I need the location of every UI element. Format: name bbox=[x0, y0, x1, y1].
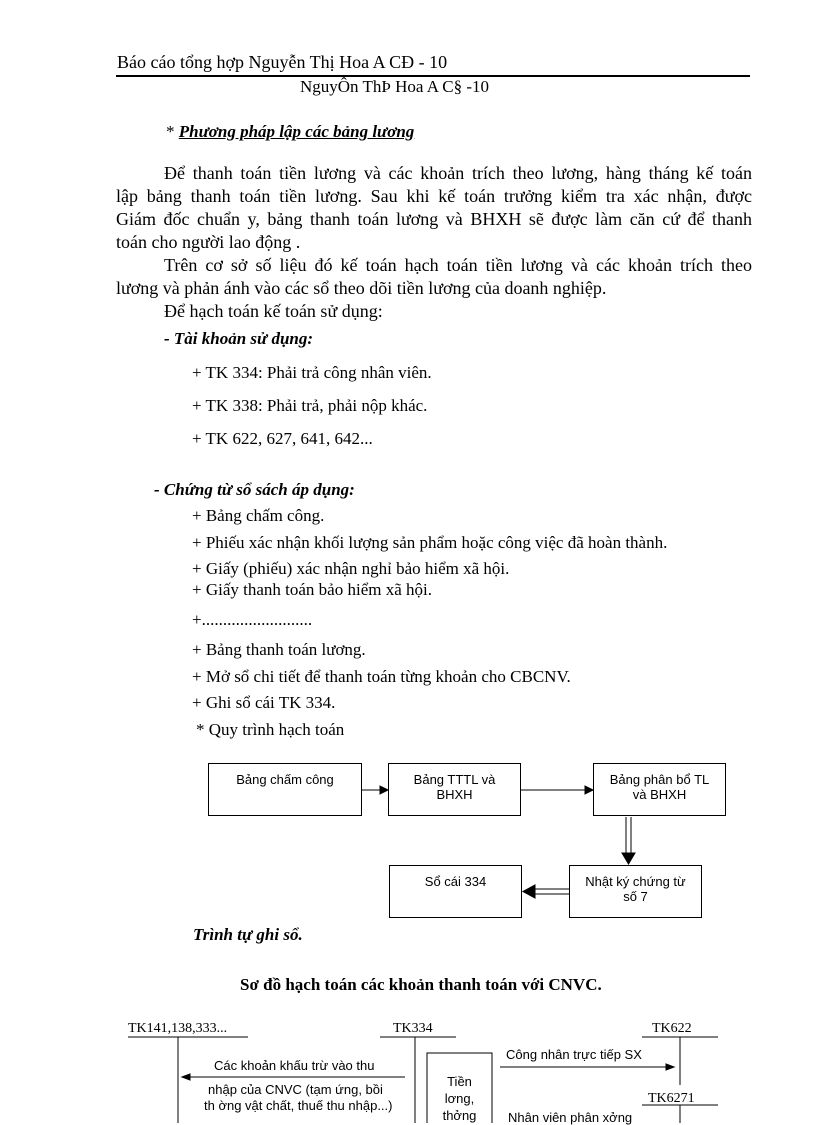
arrowhead bbox=[585, 786, 593, 794]
tk-left-label: TK141,138,333... bbox=[128, 1021, 228, 1036]
account-item: + TK 338: Phải trả, phải nộp khác. bbox=[192, 396, 428, 415]
doc-item: + Ghi sổ cái TK 334. bbox=[192, 693, 336, 712]
section-heading-star: * bbox=[166, 122, 179, 141]
flow-box-label: Nhật ký chứng từ bbox=[585, 874, 686, 889]
para3: Để hạch toán kế toán sử dụng: bbox=[164, 301, 383, 321]
flow-box-label: và BHXH bbox=[632, 787, 687, 802]
sequence-label: Trình tự ghi sổ. bbox=[193, 925, 303, 944]
tk-6271-label: TK6271 bbox=[648, 1091, 695, 1106]
account-item: + TK 334: Phải trả công nhân viên. bbox=[192, 363, 432, 382]
tk-622-label: TK622 bbox=[652, 1021, 692, 1036]
flow-box-label: Bảng chấm công bbox=[236, 772, 334, 787]
flow-box-label: Sổ cái 334 bbox=[424, 874, 487, 889]
deduction-label-line3: th ờng vật chất, thuế thu nhập...) bbox=[204, 1098, 393, 1113]
accounts-heading: - Tài khoản sử dụng: bbox=[164, 329, 314, 348]
salary-box-text bbox=[427, 1073, 492, 1124]
para1-line3: Giám đốc chuẩn y, bảng thanh toán lương và BHXH sẽ được làm căn cứ để thanh bbox=[116, 209, 752, 229]
salary-box-line: lơng, bbox=[444, 1091, 475, 1106]
salary-box-line: Tiền bbox=[447, 1074, 472, 1089]
doc-item: + Phiếu xác nhận khối lượng sản phẩm hoặc công việc đã hoàn thành. bbox=[192, 533, 668, 552]
process-heading: * Quy trình hạch toán bbox=[196, 720, 345, 739]
salary-box-line: thởng bbox=[442, 1108, 477, 1123]
flow-box-label: BHXH bbox=[436, 787, 473, 802]
deduction-label-line2: nhập của CNVC (tạm ứng, bồi bbox=[208, 1082, 383, 1097]
doc-item: +.......................... bbox=[192, 610, 313, 629]
doc-item: + Giấy thanh toán bảo hiểm xã hội. bbox=[192, 580, 432, 599]
para1-line4: toán cho người lao động . bbox=[116, 232, 301, 252]
arrowhead bbox=[182, 1074, 190, 1080]
flow-box-label: Bảng phân bổ TL bbox=[609, 772, 710, 787]
section-heading-text: Phương pháp lập các bảng lương bbox=[178, 122, 415, 141]
arrowhead bbox=[622, 853, 635, 864]
docs-heading: - Chứng từ sổ sách áp dụng: bbox=[154, 480, 355, 499]
para2-line2: lương và phản ánh vào các sổ theo dõi tiền lương của doanh nghiệp. bbox=[116, 278, 607, 298]
para1-line2: lập bảng thanh toán tiền lương. Sau khi kế toán trưởng kiểm tra xác nhận, được bbox=[116, 186, 752, 206]
account-item: + TK 622, 627, 641, 642... bbox=[192, 429, 373, 448]
para2-line1: Trên cơ sở số liệu đó kế toán hạch toán tiền lương và các khoản trích theo bbox=[164, 255, 752, 275]
arrowhead bbox=[523, 885, 535, 898]
header-garbled: NguyÔn ThÞ Hoa A C§ -10 bbox=[300, 77, 490, 96]
deduction-label-line1: Các khoản khấu trừ vào thu bbox=[214, 1058, 375, 1073]
tk-334-label: TK334 bbox=[393, 1021, 433, 1036]
para1-line1: Để thanh toán tiền lương và các khoản trích theo lương, hàng tháng kế toán bbox=[164, 163, 752, 183]
workshop-staff-label: Nhân viên phân xởng bbox=[508, 1110, 633, 1125]
arrowhead bbox=[380, 786, 388, 794]
direct-workers-label: Công nhân trực tiếp SX bbox=[506, 1047, 642, 1062]
diagram2-title: Sơ đồ hạch toán các khoản thanh toán với CNVC. bbox=[240, 975, 602, 994]
doc-item: + Mở sổ chi tiết để thanh toán từng khoản cho CBCNV. bbox=[192, 667, 571, 686]
doc-item: + Giấy (phiếu) xác nhận nghỉ bảo hiểm xã hội. bbox=[192, 559, 510, 578]
doc-item: + Bảng thanh toán lương. bbox=[192, 640, 366, 659]
flow-box-label: số 7 bbox=[623, 889, 648, 904]
doc-item: + Bảng chấm công. bbox=[192, 506, 325, 525]
flow-box-label: Bảng TTTL và bbox=[413, 772, 496, 787]
header-title: Báo cáo tổng hợp Nguyễn Thị Hoa A CĐ - 10 bbox=[117, 52, 448, 72]
arrowhead bbox=[666, 1064, 674, 1070]
